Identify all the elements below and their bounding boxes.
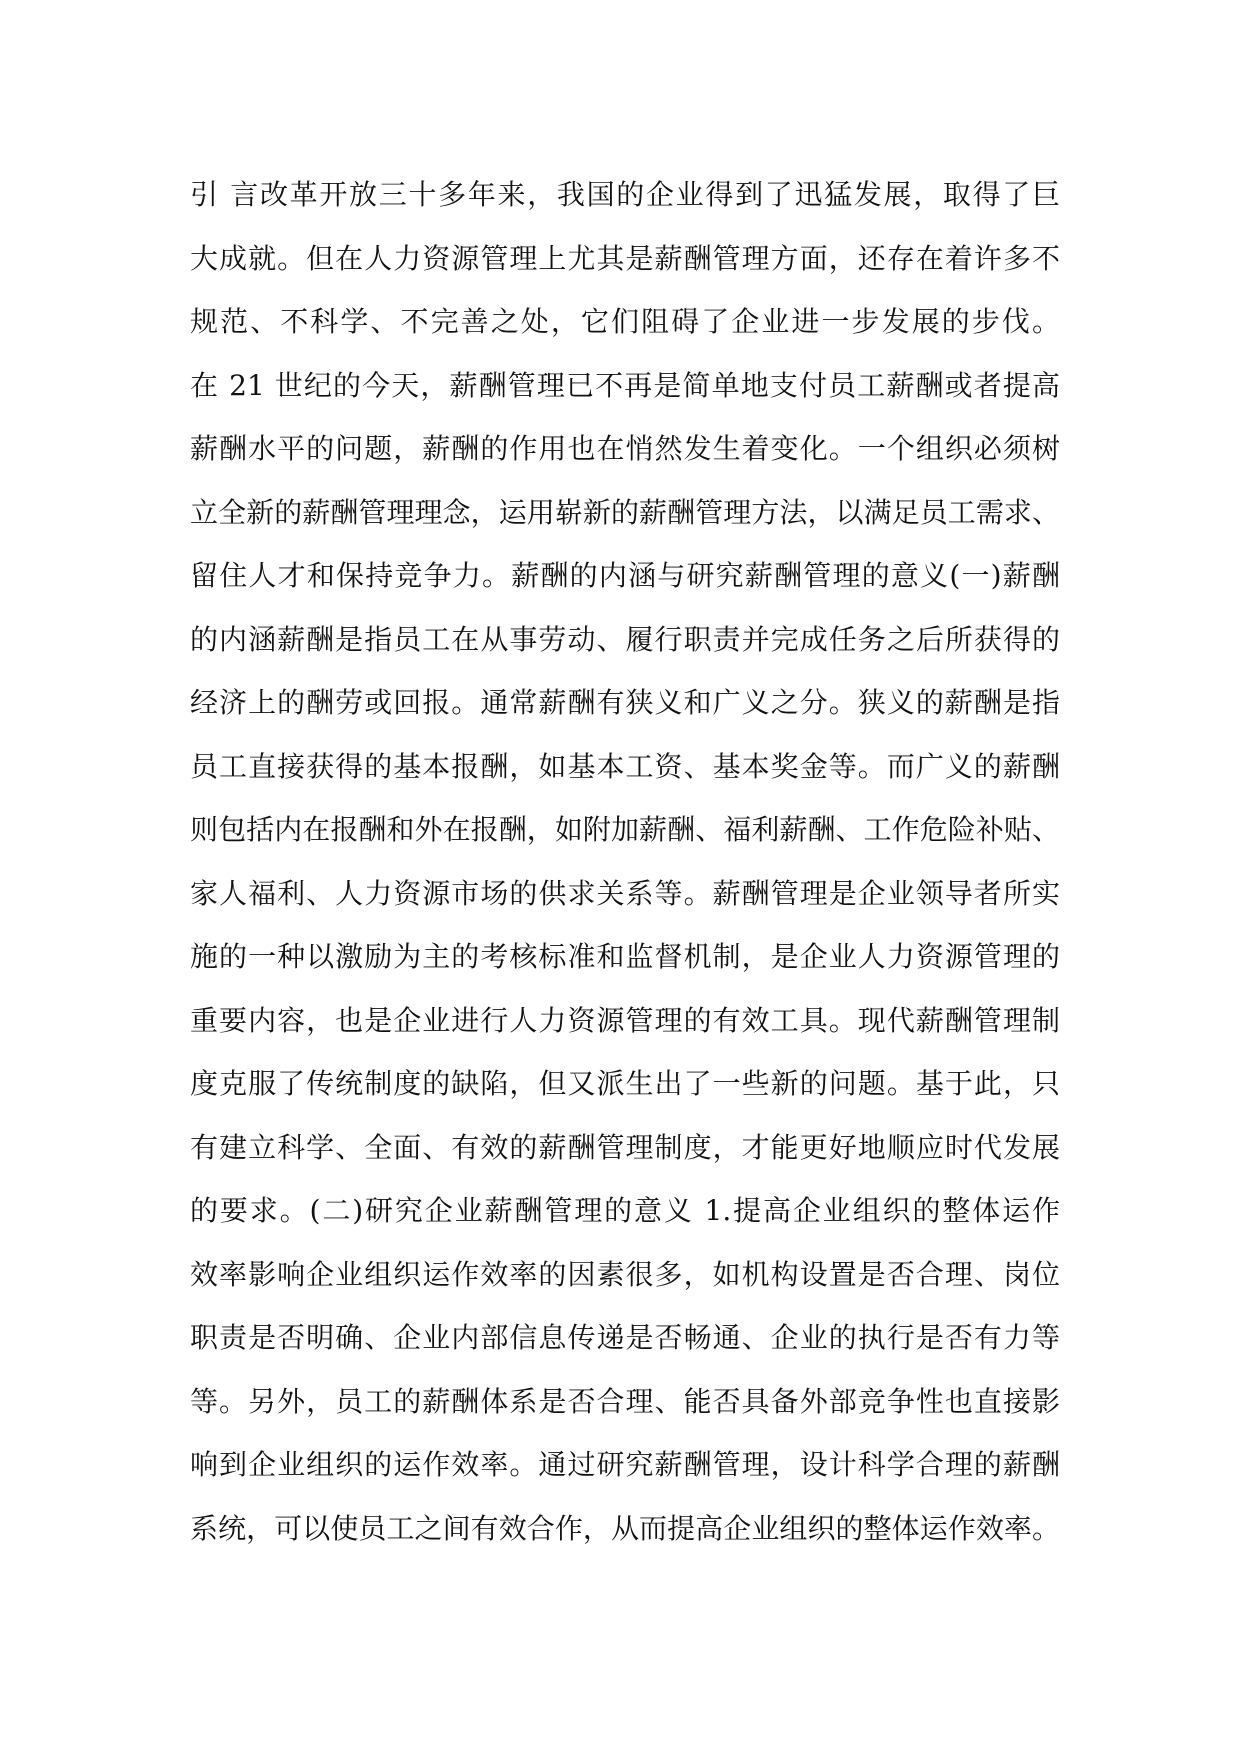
body-text bbox=[190, 163, 1060, 1560]
text-line-17: 的要求。(二)研究企业薪酬管理的意义 1.提高企业组织的整体运作 bbox=[190, 1194, 1060, 1227]
text-line-8: 的内涵薪酬是指员工在从事劳动、履行职责并完成任务之后所获得的 bbox=[190, 622, 1060, 656]
text-line-7: 留住人才和保持竞争力。薪酬的内涵与研究薪酬管理的意义(一)薪酬 bbox=[190, 559, 1060, 592]
text-line-19: 职责是否明确、企业内部信息传递是否畅通、企业的执行是否有力等 bbox=[190, 1321, 1060, 1354]
text-line-16: 有建立科学、全面、有效的薪酬管理制度，才能更好地顺应时代发展 bbox=[190, 1130, 1060, 1164]
text-line-4: 在 21 世纪的今天，薪酬管理已不再是简单地支付员工薪酬或者提高 bbox=[190, 368, 1060, 402]
text-line-1: 引 言改革开放三十多年来，我国的企业得到了迅猛发展，取得了巨 bbox=[190, 178, 1060, 211]
text-line-18: 效率影响企业组织运作效率的因素很多，如机构设置是否合理、岗位 bbox=[190, 1257, 1060, 1291]
text-line-12: 家人福利、人力资源市场的供求关系等。薪酬管理是企业领导者所实 bbox=[190, 876, 1060, 910]
text-line-9: 经济上的酬劳或回报。通常薪酬有狭义和广义之分。狭义的薪酬是指 bbox=[190, 686, 1060, 719]
text-line-13: 施的一种以激励为主的考核标准和监督机制，是企业人力资源管理的 bbox=[190, 940, 1060, 973]
text-line-11: 则包括内在报酬和外在报酬，如附加薪酬、福利薪酬、工作危险补贴、 bbox=[190, 813, 1060, 846]
text-line-6: 立全新的薪酬管理理念，运用崭新的薪酬管理方法，以满足员工需求、 bbox=[190, 495, 1060, 529]
text-line-10: 员工直接获得的基本报酬，如基本工资、基本奖金等。而广义的薪酬 bbox=[190, 749, 1060, 783]
text-line-15: 度克服了传统制度的缺陷，但又派生出了一些新的问题。基于此，只 bbox=[190, 1067, 1060, 1100]
text-line-21: 响到企业组织的运作效率。通过研究薪酬管理，设计科学合理的薪酬 bbox=[190, 1448, 1060, 1481]
text-line-5: 薪酬水平的问题，薪酬的作用也在悄然发生着变化。一个组织必须树 bbox=[190, 432, 1060, 465]
text-line-14: 重要内容，也是企业进行人力资源管理的有效工具。现代薪酬管理制 bbox=[190, 1003, 1060, 1037]
text-line-3: 规范、不科学、不完善之处，它们阻碍了企业进一步发展的步伐。 bbox=[190, 305, 1060, 338]
text-line-20: 等。另外，员工的薪酬体系是否合理、能否具备外部竞争性也直接影 bbox=[190, 1384, 1060, 1418]
text-line-2: 大成就。但在人力资源管理上尤其是薪酬管理方面，还存在着许多不 bbox=[190, 241, 1060, 275]
text-line-22: 系统，可以使员工之间有效合作，从而提高企业组织的整体运作效率。 bbox=[190, 1511, 1060, 1545]
